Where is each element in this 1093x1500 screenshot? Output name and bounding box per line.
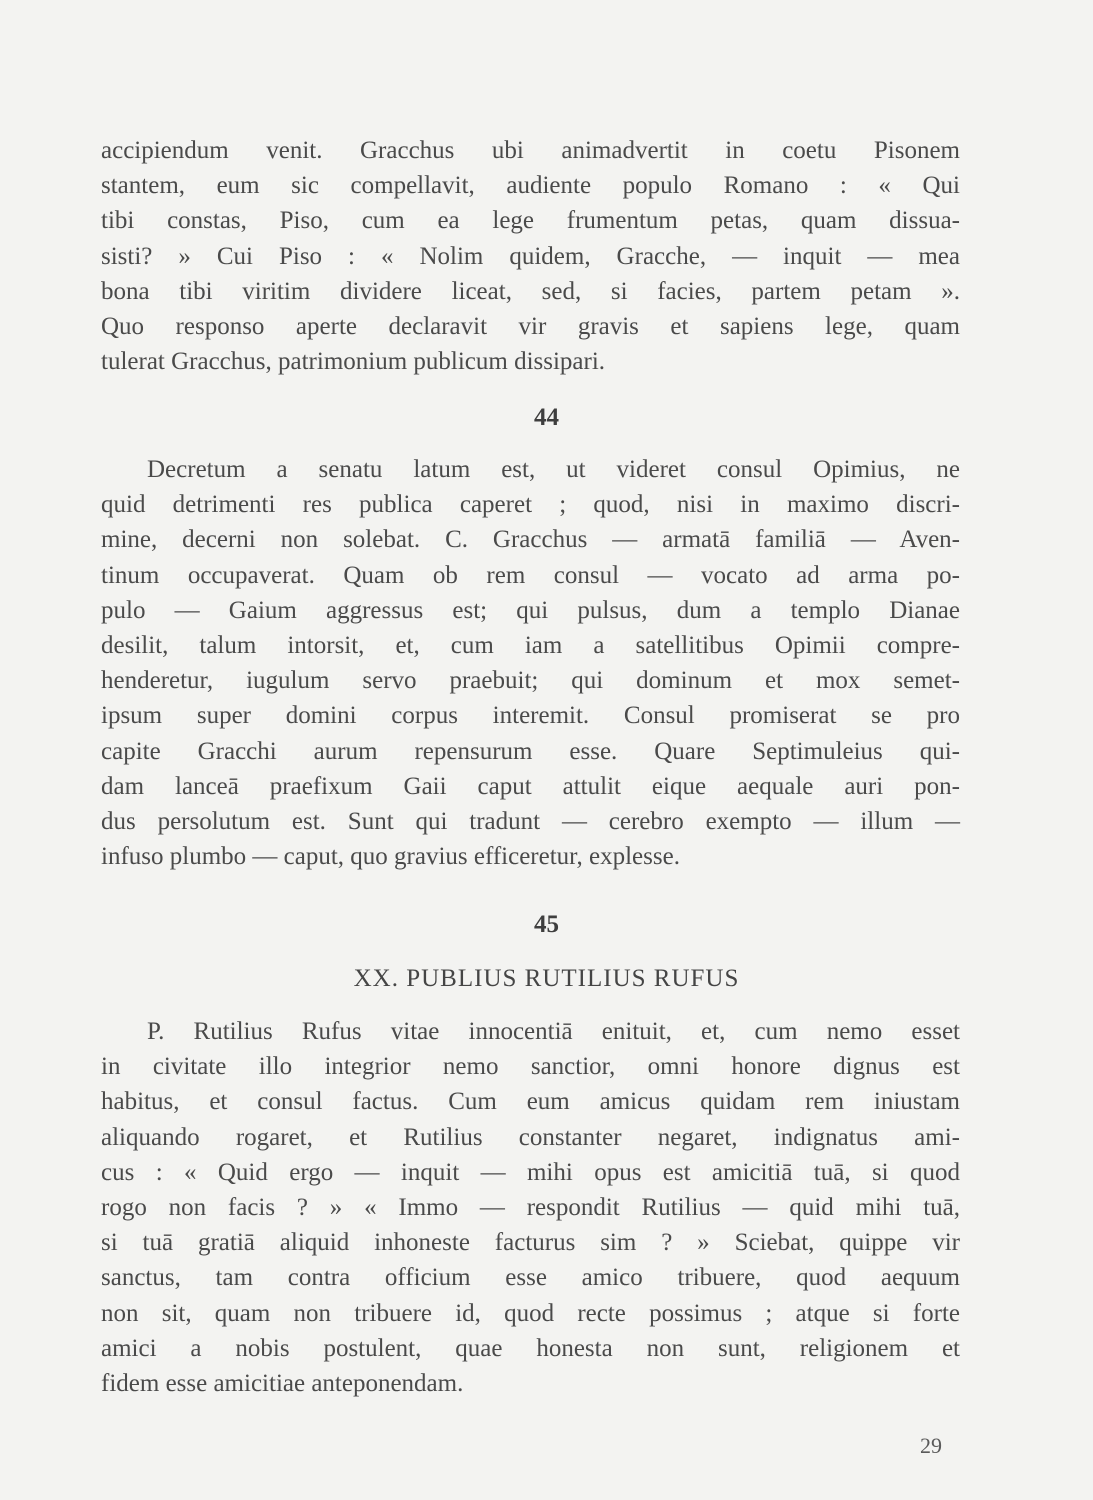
text-line: P. Rutilius Rufus vitae innocentiā enituit, et, cum nemo esset xyxy=(147,1018,960,1045)
paragraph-43-continuation xyxy=(101,133,960,379)
text-line: habitus, et consul factus. Cum eum amicus quidam rem iniustam xyxy=(101,1088,960,1116)
text-line: ipsum super domini corpus interemit. Consul promiserat se pro xyxy=(101,702,960,730)
text-line: mine, decerni non solebat. C. Gracchus — armatā familiā — Aven- xyxy=(101,526,960,554)
section-number-44: 44 xyxy=(534,404,559,431)
text-line: henderetur, iugulum servo praebuit; qui dominum et mox semet- xyxy=(101,667,960,695)
page-number: 29 xyxy=(920,1433,942,1458)
text-line: fidem esse amicitiae anteponendam. xyxy=(101,1369,464,1397)
text-line: stantem, eum sic compellavit, audiente populo Romano : « Qui xyxy=(101,172,960,200)
text-line: amici a nobis postulent, quae honesta non sunt, religionem et xyxy=(101,1334,960,1362)
text-line: aliquando rogaret, et Rutilius constanter negaret, indignatus ami- xyxy=(101,1123,960,1151)
text-line: accipiendum venit. Gracchus ubi animadvertit in coetu Pisonem xyxy=(101,137,960,164)
text-line: si tuā gratiā aliquid inhoneste facturus sim ? » Sciebat, quippe vir xyxy=(101,1229,960,1257)
text-line: desilit, talum intorsit, et, cum iam a satellitibus Opimii compre- xyxy=(101,631,960,659)
text-line: sisti? » Cui Piso : « Nolim quidem, Gracche, — inquit — mea xyxy=(101,242,960,270)
paragraph-44 xyxy=(101,452,960,874)
text-line: cus : « Quid ergo — inquit — mihi opus est amicitiā tuā, si quod xyxy=(101,1158,960,1186)
chapter-title: XX. PUBLIUS RUTILIUS RUFUS xyxy=(353,965,740,992)
text-line: tinum occupaverat. Quam ob rem consul — vocato ad arma po- xyxy=(101,561,960,589)
paragraph-45 xyxy=(101,1014,960,1401)
text-line: rogo non facis ? » « Immo — respondit Rutilius — quid mihi tuā, xyxy=(101,1193,960,1221)
text-line: pulo — Gaium aggressus est; qui pulsus, dum a templo Dianae xyxy=(101,596,960,624)
text-line: dus persolutum est. Sunt qui tradunt — cerebro exempto — illum — xyxy=(101,807,960,835)
text-line: infuso plumbo — caput, quo gravius efficeretur, explesse. xyxy=(101,843,680,871)
text-line: Quo responso aperte declaravit vir gravis et sapiens lege, quam xyxy=(101,312,960,340)
text-line: non sit, quam non tribuere id, quod recte possimus ; atque si forte xyxy=(101,1299,960,1327)
text-line: tibi constas, Piso, cum ea lege frumentum petas, quam dissua- xyxy=(101,207,960,235)
section-number-45: 45 xyxy=(534,911,559,938)
text-line: in civitate illo integrior nemo sanctior, omni honore dignus est xyxy=(101,1053,960,1081)
text-line: Decretum a senatu latum est, ut videret consul Opimius, ne xyxy=(147,456,960,483)
text-line: capite Gracchi aurum repensurum esse. Quare Septimuleius qui- xyxy=(101,737,960,765)
text-line: tulerat Gracchus, patrimonium publicum dissipari. xyxy=(101,348,606,376)
text-line: dam lanceā praefixum Gaii caput attulit eique aequale auri pon- xyxy=(101,772,960,800)
text-line: sanctus, tam contra officium esse amico tribuere, quod aequum xyxy=(101,1264,960,1292)
text-line: bona tibi viritim dividere liceat, sed, si facies, partem petam ». xyxy=(101,277,960,305)
text-line: quid detrimenti res publica caperet ; quod, nisi in maximo discri- xyxy=(101,491,960,519)
